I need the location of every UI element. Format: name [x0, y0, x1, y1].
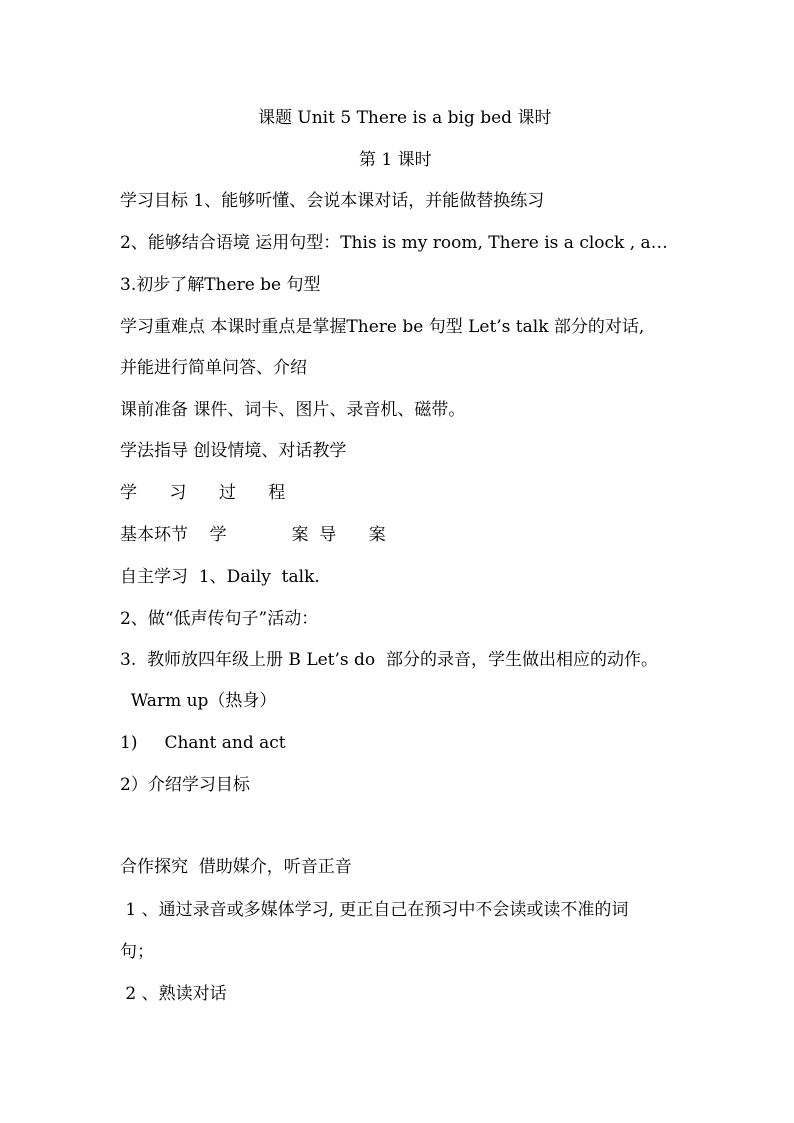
- lesson-period: 第 1 课时: [359, 150, 432, 170]
- self-study-line-3: 3. 教师放四年级上册 B Let’s do 部分的录音，学生做出相应的动作。: [120, 650, 658, 670]
- lesson-title: 课题 Unit 5 There is a big bed 课时: [258, 108, 552, 128]
- warm-up-item-1: 1) Chant and act: [120, 733, 286, 753]
- cooperation-heading: 合作探究 借助媒介，听音正音: [120, 857, 352, 877]
- cooperation-item-1-cont: 句；: [120, 942, 154, 962]
- self-study-line-2: 2、做“低声传句子”活动：: [120, 609, 319, 629]
- key-points-line-2: 并能进行简单问答、介绍: [120, 358, 307, 378]
- learning-objective-line-1: 学习目标 1、能够听懂、会说本课对话，并能做替换练习: [120, 191, 545, 211]
- cooperation-item-2: 2 、熟读对话: [120, 984, 227, 1004]
- cooperation-item-1: 1 、通过录音或多媒体学习, 更正自己在预习中不会读或读不准的词: [120, 900, 629, 920]
- table-header-line: 基本环节 学 案 导 案: [120, 525, 386, 545]
- learning-objective-line-2: 2、能够结合语境 运用句型：This is my room, There is a clock , a…: [120, 233, 668, 253]
- learning-objective-line-3: 3.初步了解There be 句型: [120, 275, 321, 295]
- key-points-line-1: 学习重难点 本课时重点是掌握There be 句型 Let’s talk 部分的对话,: [120, 317, 645, 337]
- warm-up-line: Warm up（热身）: [120, 691, 277, 711]
- process-heading: 学 习 过 程: [120, 483, 286, 503]
- self-study-line-1: 自主学习 1、Daily talk.: [120, 567, 320, 587]
- method-guide-line: 学法指导 创设情境、对话教学: [120, 441, 347, 461]
- preparation-line: 课前准备 课件、词卡、图片、录音机、磁带。: [120, 400, 466, 420]
- warm-up-item-2: 2）介绍学习目标: [120, 775, 250, 795]
